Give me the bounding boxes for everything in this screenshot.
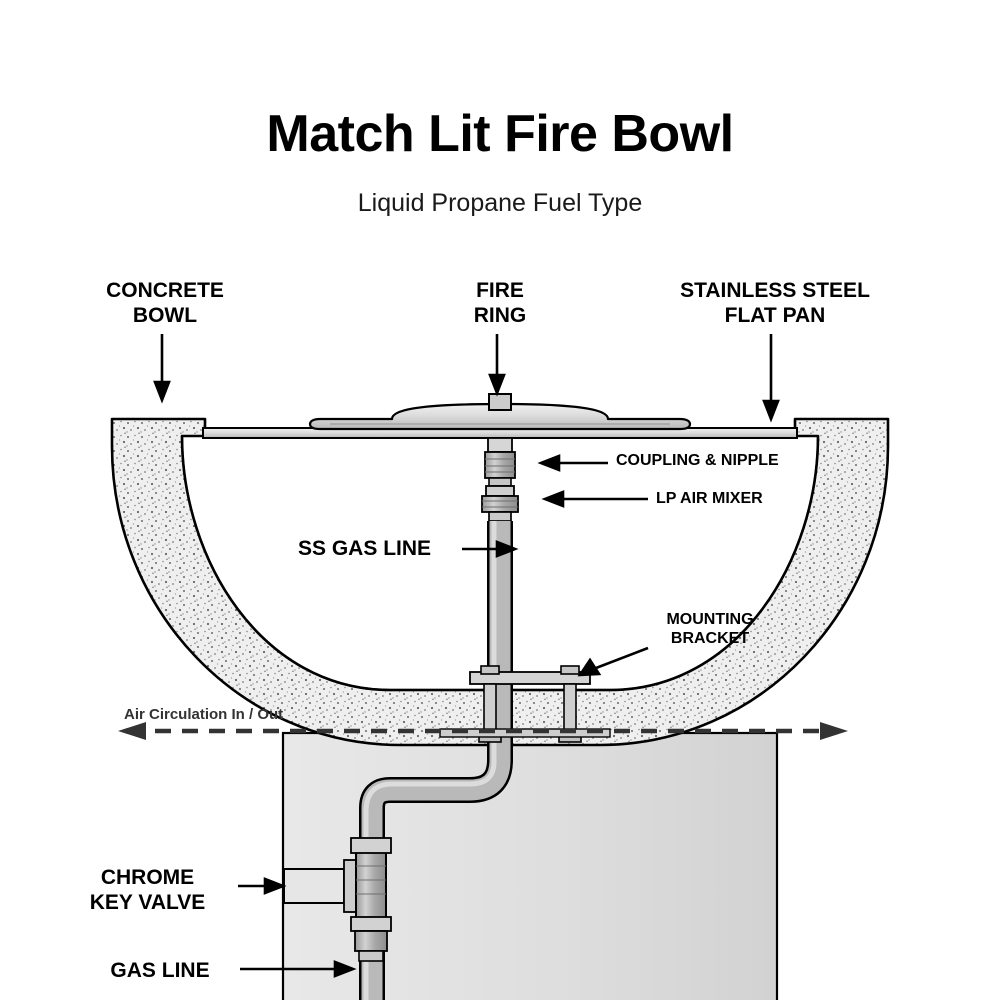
label-chrome-key-valve-line1: CHROME [100, 866, 195, 889]
label-concrete-bowl-line2: BOWL [132, 303, 198, 327]
coupling-nipple-shape [485, 438, 515, 486]
label-lp-air-mixer [656, 490, 866, 509]
label-mounting-bracket-line2: BRACKET [670, 629, 750, 647]
label-stainless-flat-pan-line2: FLAT PAN [724, 303, 826, 327]
label-fire-ring [410, 279, 590, 329]
label-fire-ring-line1: FIRE [476, 279, 524, 302]
label-gas-line-line1: GAS LINE [110, 959, 210, 982]
label-coupling-nipple [616, 452, 866, 471]
label-chrome-key-valve-line2: KEY VALVE [89, 890, 206, 914]
label-air-circulation-line1: Air Circulation In / Out [124, 706, 284, 723]
label-lp-air-mixer-line1: LP AIR MIXER [656, 490, 763, 507]
label-fire-ring-line2: RING [473, 303, 527, 327]
label-concrete-bowl [60, 279, 270, 329]
label-ss-gas-line [298, 537, 478, 562]
label-chrome-key-valve [60, 866, 235, 916]
label-stainless-flat-pan [640, 279, 910, 329]
fire-ring-shape [310, 394, 690, 429]
label-coupling-nipple-line1: COUPLING & NIPPLE [616, 452, 779, 469]
page-title: Match Lit Fire Bowl [266, 105, 734, 163]
label-ss-gas-line-line1: SS GAS LINE [298, 537, 432, 560]
label-concrete-bowl-line1: CONCRETE [106, 279, 224, 302]
label-mounting-bracket-line1: MOUNTING [666, 611, 754, 628]
page-subtitle: Liquid Propane Fuel Type [357, 189, 643, 217]
label-mounting-bracket [610, 611, 810, 649]
lp-air-mixer-shape [482, 486, 518, 521]
label-air-circulation [124, 706, 354, 724]
label-gas-line [85, 959, 235, 984]
label-stainless-flat-pan-line1: STAINLESS STEEL [680, 279, 870, 302]
